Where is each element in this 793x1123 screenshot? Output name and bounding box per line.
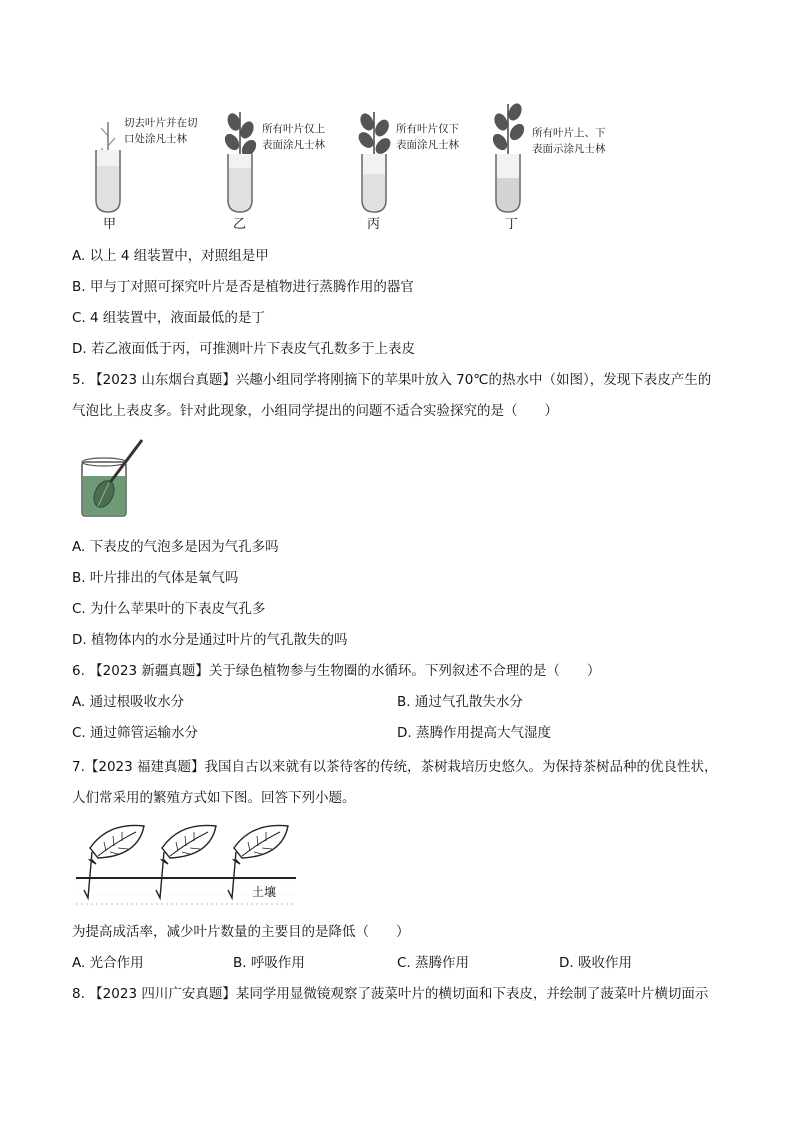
q8-stem: 8. 【2023 四川广安真题】某同学用显微镜观察了菠菜叶片的横切面和下表皮，并绘制了菠菜叶片横切面示 <box>72 986 709 1002</box>
tube-ding-illustration <box>488 100 532 214</box>
tube-yi-label-1: 所有叶片仅上 <box>262 123 325 135</box>
q6-option-b: B. 通过气孔散失水分 <box>397 694 523 710</box>
tube-bing-name: 丙 <box>367 217 381 232</box>
tube-jia-label-2: 口处涂凡士林 <box>124 133 187 145</box>
tube-yi-illustration <box>220 108 264 214</box>
tube-yi-label-2: 表面涂凡士林 <box>262 139 325 151</box>
soil-label: 土壤 <box>252 885 277 899</box>
beaker-leaf-illustration <box>76 436 150 522</box>
q4-option-d: D. 若乙液面低于丙，可推测叶片下表皮气孔数多于上表皮 <box>72 341 415 357</box>
q5-option-a: A. 下表皮的气泡多是因为气孔多吗 <box>72 539 279 555</box>
tube-jia-name: 甲 <box>103 217 117 232</box>
q7-stem-line-2: 人们常采用的繁殖方式如下图。回答下列小题。 <box>72 790 356 806</box>
q5-stem-line-1: 5. 【2023 山东烟台真题】兴趣小组同学将刚摘下的苹果叶放入 70℃的热水中（如图），发现下表皮产生的 <box>72 372 712 388</box>
tube-ding-label-2: 表面示涂凡士林 <box>532 143 606 155</box>
q6-option-a: A. 通过根吸收水分 <box>72 694 185 710</box>
tube-ding-label-1: 所有叶片上、下 <box>532 127 606 139</box>
q7-option-c: C. 蒸腾作用 <box>397 955 470 971</box>
tube-bing-label-2: 表面涂凡士林 <box>396 139 459 151</box>
q5-option-d: D. 植物体内的水分是通过叶片的气孔散失的吗 <box>72 632 348 648</box>
tube-jia-label-1: 切去叶片并在切 <box>124 117 198 129</box>
q4-option-b: B. 甲与丁对照可探究叶片是否是植物进行蒸腾作用的器官 <box>72 279 414 295</box>
q5-stem-line-2: 气泡比上表皮多。针对此现象，小组同学提出的问题不适合实验探究的是（ ） <box>72 403 558 419</box>
tube-bing-label-1: 所有叶片仅下 <box>396 123 459 135</box>
tube-ding-name: 丁 <box>505 217 519 232</box>
tube-yi-name: 乙 <box>233 217 247 232</box>
q5-option-b: B. 叶片排出的气体是氧气吗 <box>72 570 239 586</box>
q5-option-c: C. 为什么苹果叶的下表皮气孔多 <box>72 601 266 617</box>
q4-option-c: C. 4 组装置中，液面最低的是丁 <box>72 310 265 326</box>
q7-question: 为提高成活率，减少叶片数量的主要目的是降低（ ） <box>72 924 410 940</box>
tube-bing-illustration <box>354 108 398 214</box>
q4-option-a: A. 以上 4 组装置中，对照组是甲 <box>72 248 269 264</box>
q7-option-a: A. 光合作用 <box>72 955 144 971</box>
q7-option-d: D. 吸收作用 <box>559 955 632 971</box>
q7-option-b: B. 呼吸作用 <box>233 955 305 971</box>
q6-option-c: C. 通过筛管运输水分 <box>72 725 199 741</box>
q6-option-d: D. 蒸腾作用提高大气湿度 <box>397 725 551 741</box>
q6-stem: 6. 【2023 新疆真题】关于绿色植物参与生物圈的水循环。下列叙述不合理的是（ ） <box>72 663 601 679</box>
q7-stem-line-1: 7.【2023 福建真题】我国自古以来就有以茶待客的传统，茶树栽培历史悠久。为保持茶树品种的优良性状， <box>72 759 718 775</box>
